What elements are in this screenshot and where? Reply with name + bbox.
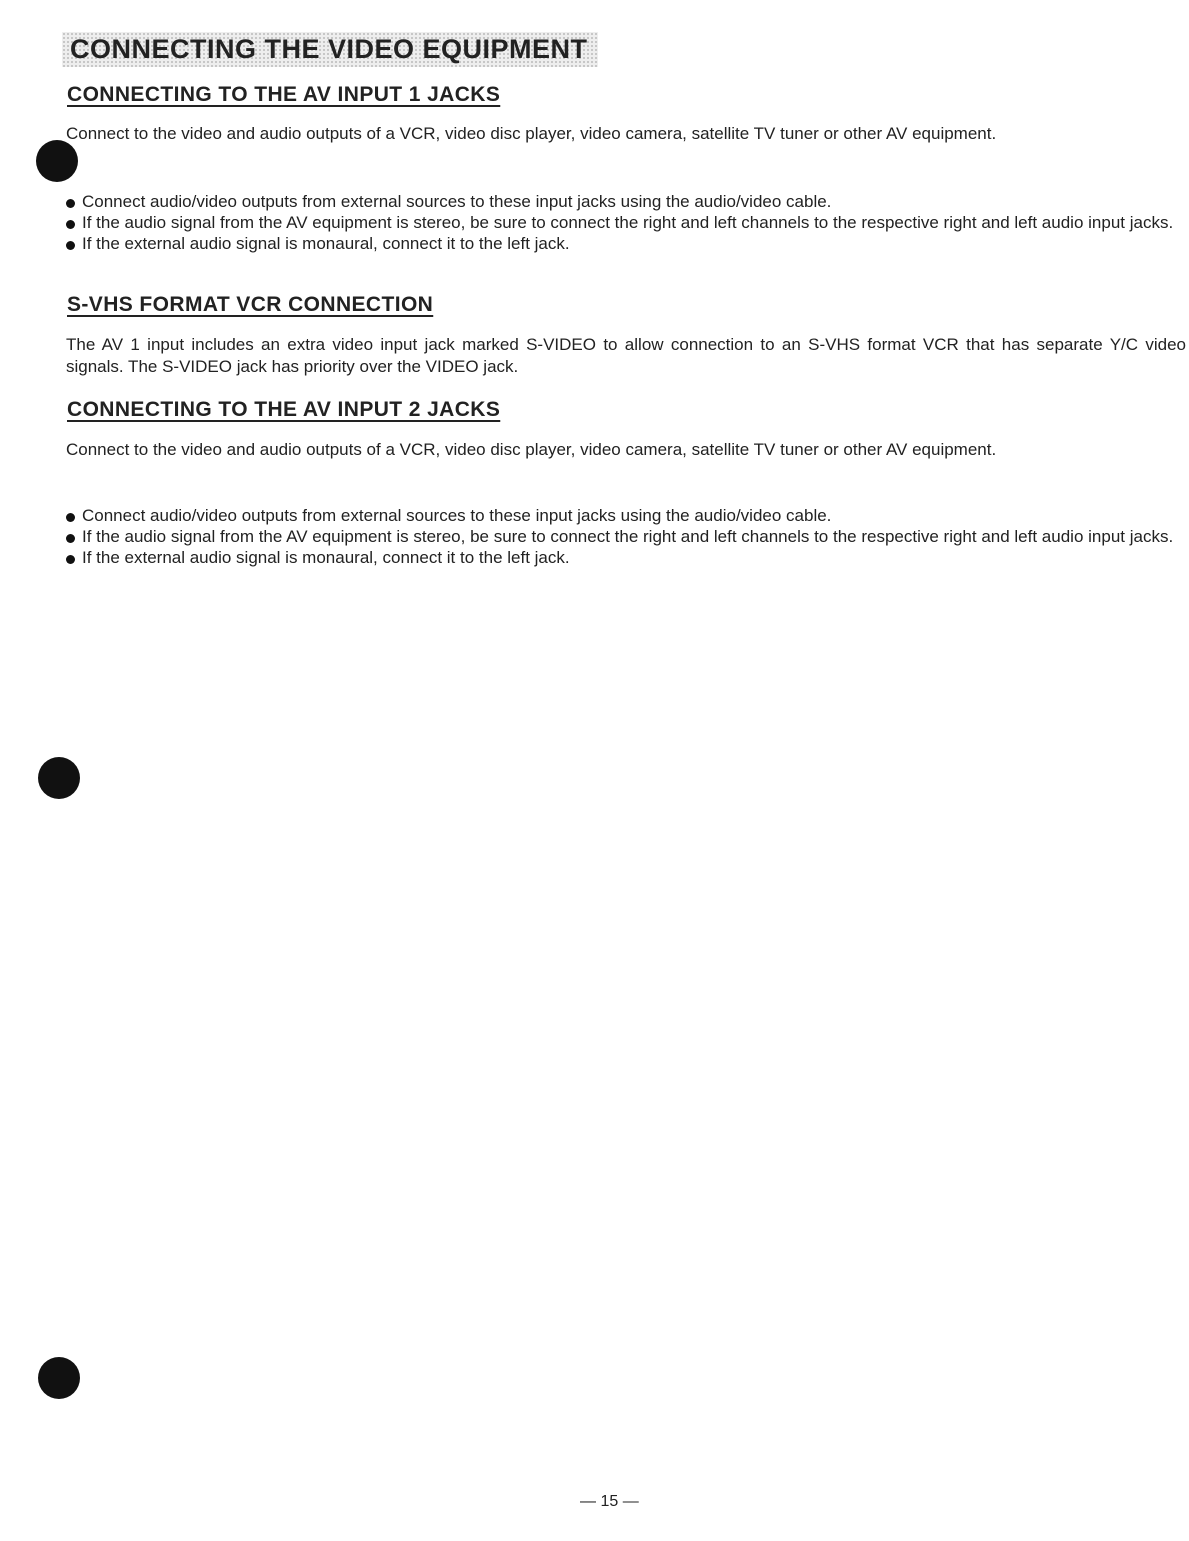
bullet-list-av-input-1 <box>64 191 1188 254</box>
section-paragraph-svhs: The AV 1 input includes an extra video input jack marked S-VIDEO to allow connection to an S-VHS format VCR that has separate Y/C video signals. The S-VIDEO jack has priority over the VIDEO jack. <box>66 335 1186 376</box>
page-title: CONNECTING THE VIDEO EQUIPMENT <box>62 32 598 67</box>
bullet-icon <box>66 241 75 250</box>
bullet-icon <box>66 513 75 522</box>
section-heading-av-input-1: CONNECTING TO THE AV INPUT 1 JACKS <box>67 83 501 106</box>
bullet-icon <box>66 199 75 208</box>
section-paragraph-av-input-2: Connect to the video and audio outputs of a VCR, video disc player, video camera, satellite TV tuner or other AV equipment. <box>66 440 997 459</box>
list-item: If the external audio signal is monaural, connect it to the left jack. <box>64 233 1188 254</box>
bullet-icon <box>66 555 75 564</box>
list-item: If the external audio signal is monaural, connect it to the left jack. <box>64 547 1188 568</box>
binder-hole-punch-top <box>36 140 78 182</box>
section-heading-svhs: S-VHS FORMAT VCR CONNECTION <box>67 293 434 316</box>
list-item: Connect audio/video outputs from external sources to these input jacks using the audio/video cable. <box>64 191 1188 212</box>
list-item: If the audio signal from the AV equipment is stereo, be sure to connect the right and left channels to the respective right and left audio input jacks. <box>64 212 1188 233</box>
binder-hole-punch-bottom <box>38 1357 80 1399</box>
list-item: Connect audio/video outputs from external sources to these input jacks using the audio/video cable. <box>64 505 1188 526</box>
bullet-list-av-input-2 <box>64 505 1188 568</box>
list-item: If the audio signal from the AV equipment is stereo, be sure to connect the right and left channels to the respective right and left audio input jacks. <box>64 526 1188 547</box>
section-paragraph-av-input-1: Connect to the video and audio outputs of a VCR, video disc player, video camera, satellite TV tuner or other AV equipment. <box>66 124 997 143</box>
page-number: — 15 — <box>580 1493 639 1510</box>
bullet-icon <box>66 534 75 543</box>
binder-hole-punch-middle <box>38 757 80 799</box>
bullet-icon <box>66 220 75 229</box>
section-heading-av-input-2: CONNECTING TO THE AV INPUT 2 JACKS <box>67 398 501 421</box>
